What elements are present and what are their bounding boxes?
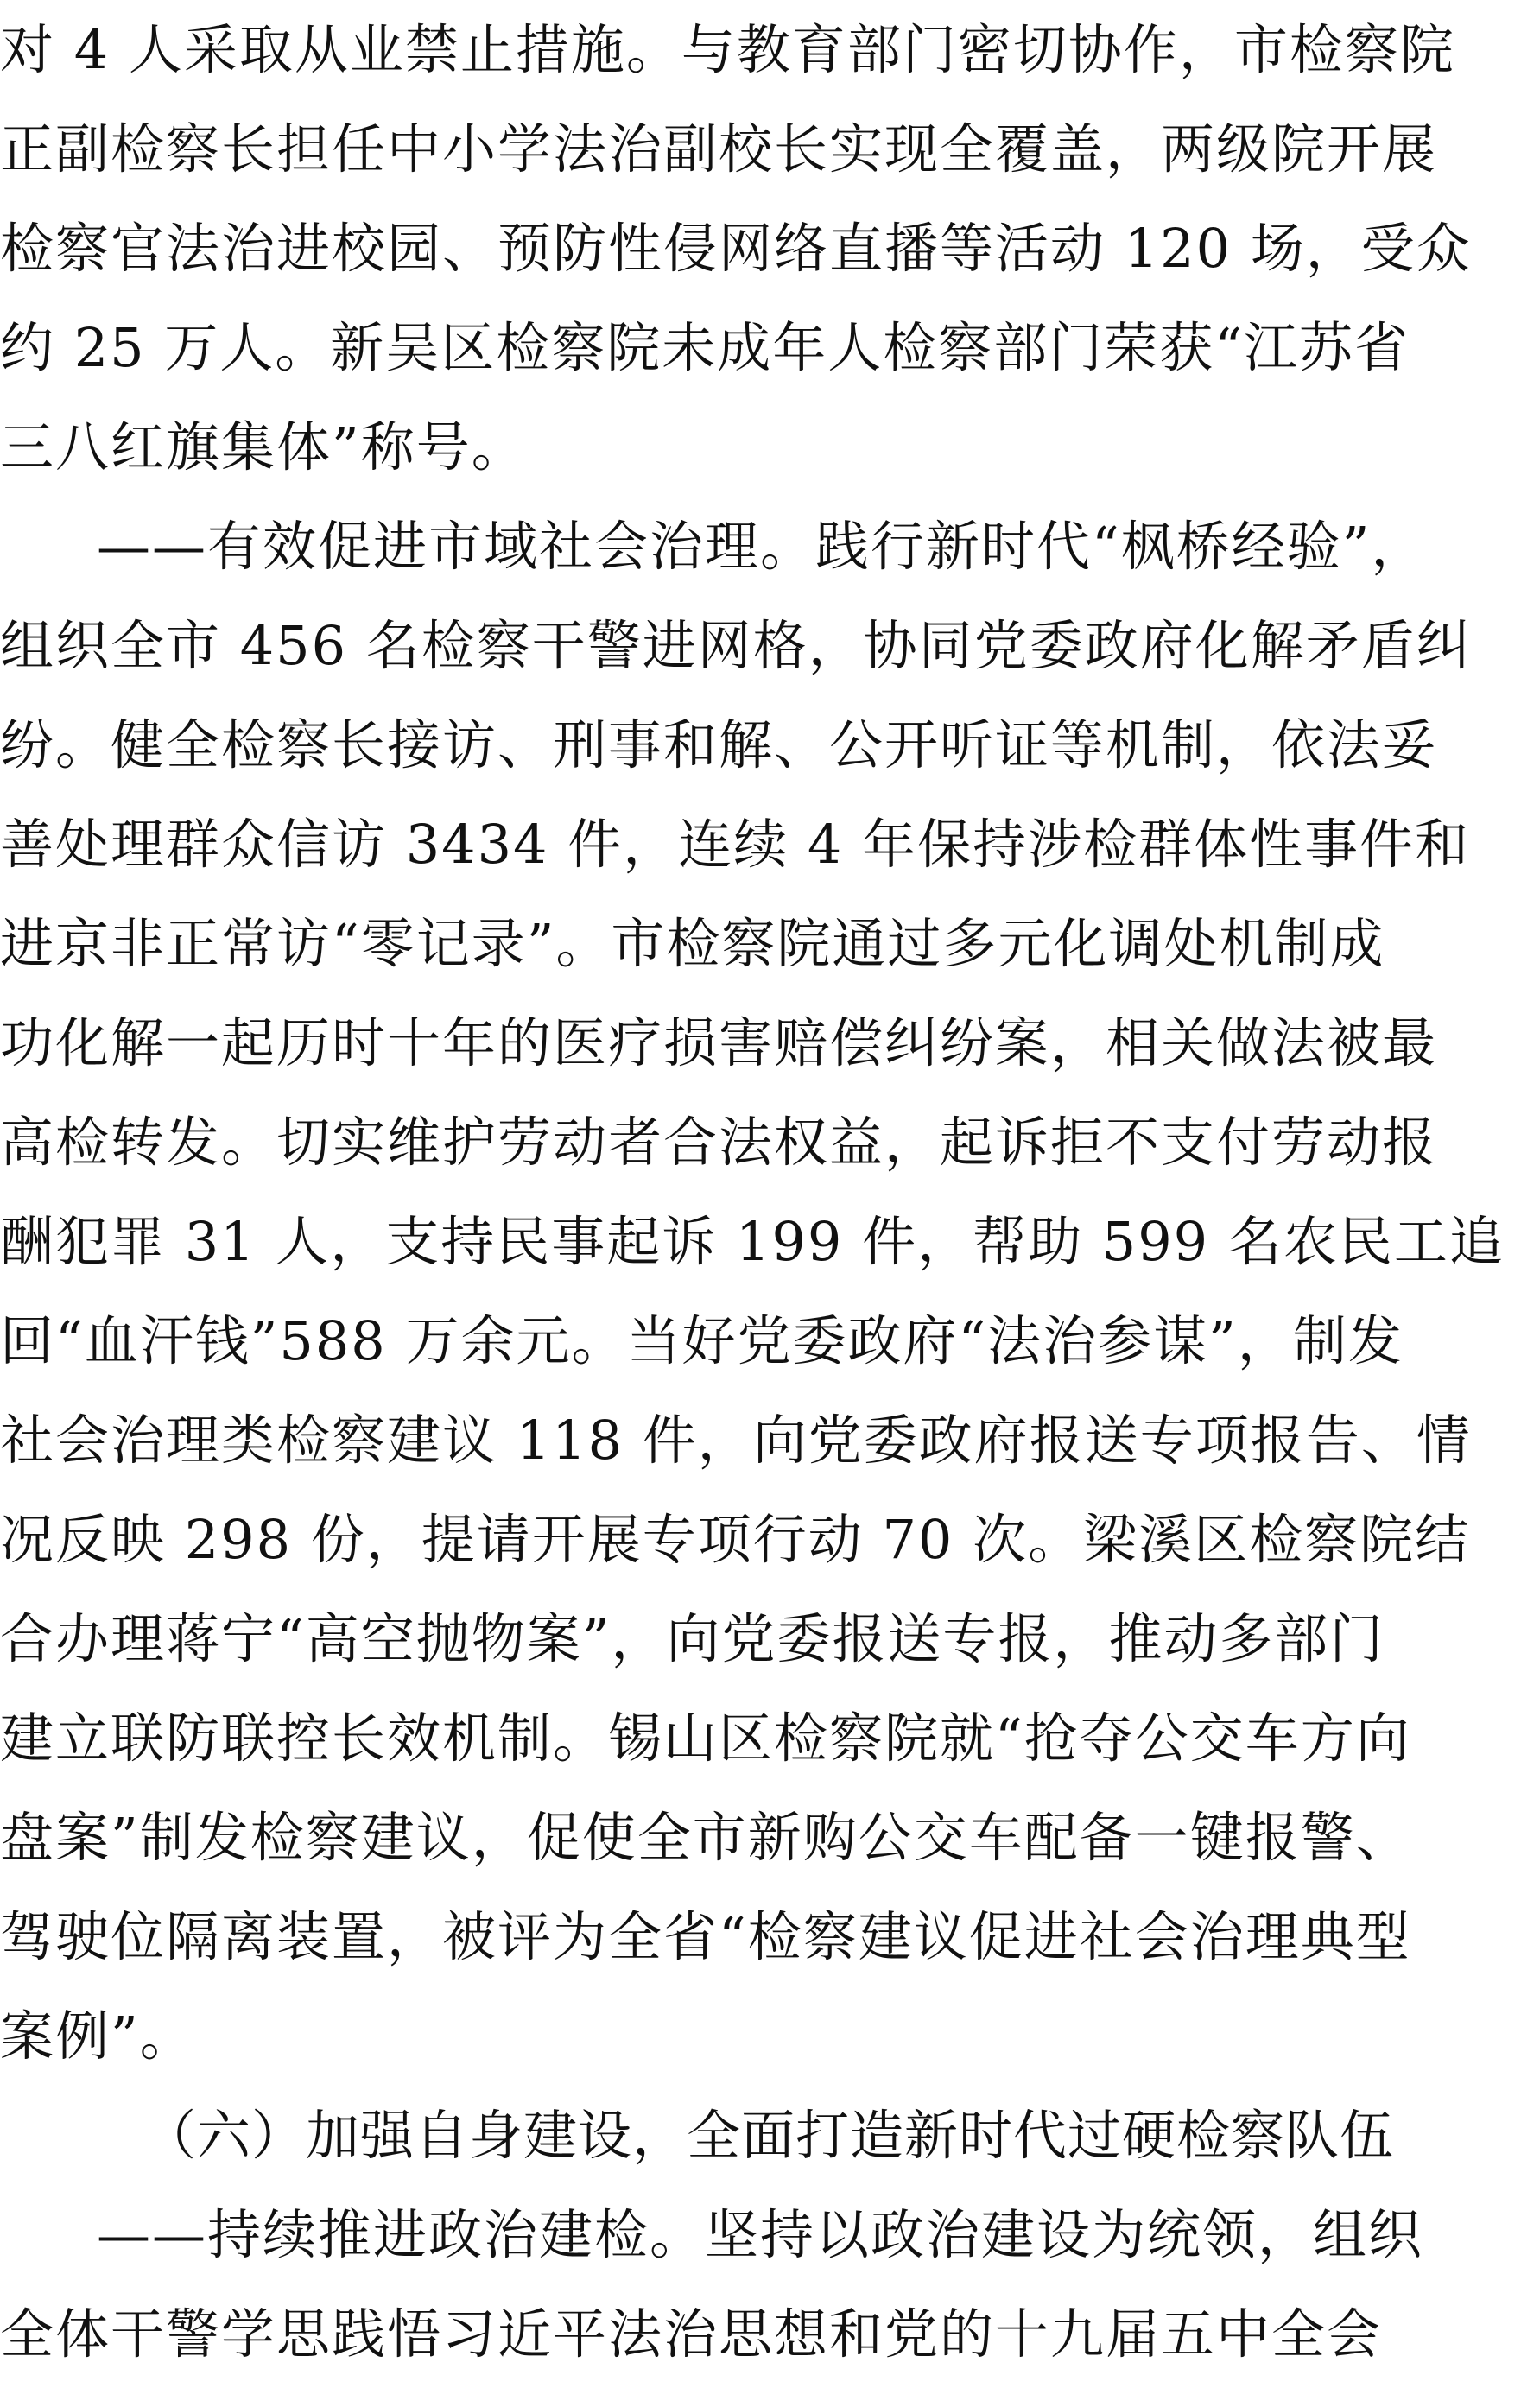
text-line-21: 案例”。 [0,2004,195,2068]
text-line-20: 驾驶位隔离装置，被评为全省“检察建议促进社会治理典型 [0,1905,1411,1968]
paragraph-start-line: ——有效促进市域社会治理。践行新时代“枫桥经验”， [97,515,1427,578]
text-line-2: 正副检察长担任中小学法治副校长实现全覆盖，两级院开展 [0,117,1438,180]
text-line-11: 功化解一起历时十年的医疗损害赔偿纠纷案，相关做法被最 [0,1011,1438,1074]
text-line-24: 全体干警学思践悟习近平法治思想和党的十九届五中全会 [0,2302,1383,2366]
text-line-4: 约 25 万人。新吴区检察院未成年人检察部门荣获“江苏省 [0,316,1410,379]
text-line-12: 高检转发。切实维护劳动者合法权益，起诉拒不支付劳动报 [0,1111,1438,1174]
text-line-1: 对 4 人采取从业禁止措施。与教育部门密切协作，市检察院 [0,18,1455,81]
text-line-17: 合办理蒋宁“高空抛物案”，向党委报送专报，推动多部门 [0,1607,1385,1670]
text-line-19: 盘案”制发检察建议，促使全市新购公交车配备一键报警、 [0,1806,1411,1869]
text-line-9: 善处理群众信访 3434 件，连续 4 年保持涉检群体性事件和 [0,813,1471,876]
section-heading: （六）加强自身建设，全面打造新时代过硬检察队伍 [143,2104,1395,2167]
text-line-5: 三八红旗集体”称号。 [0,415,527,478]
text-line-10: 进京非正常访“零记录”。市检察院通过多元化调处机制成 [0,912,1385,975]
text-line-15: 社会治理类检察建议 118 件，向党委政府报送专项报告、情 [0,1409,1472,1472]
text-line-8: 纷。健全检察长接访、刑事和解、公开听证等机制，依法妥 [0,713,1438,776]
text-line-16: 况反映 298 份，提请开展专项行动 70 次。梁溪区检察院结 [0,1508,1471,1571]
text-line-14: 回“血汗钱”588 万余元。当好党委政府“法治参谋”，制发 [0,1309,1404,1372]
paragraph-start-line: ——持续推进政治建检。坚持以政治建设为统领，组织 [97,2203,1424,2266]
text-line-13: 酬犯罪 31 人，支持民事起诉 199 件，帮助 599 名农民工追 [0,1210,1505,1273]
text-line-18: 建立联防联控长效机制。锡山区检察院就“抢夺公交车方向 [0,1707,1411,1770]
text-line-3: 检察官法治进校园、预防性侵网络直播等活动 120 场，受众 [0,217,1472,280]
text-line-7: 组织全市 456 名检察干警进网格，协同党委政府化解矛盾纠 [0,614,1472,677]
